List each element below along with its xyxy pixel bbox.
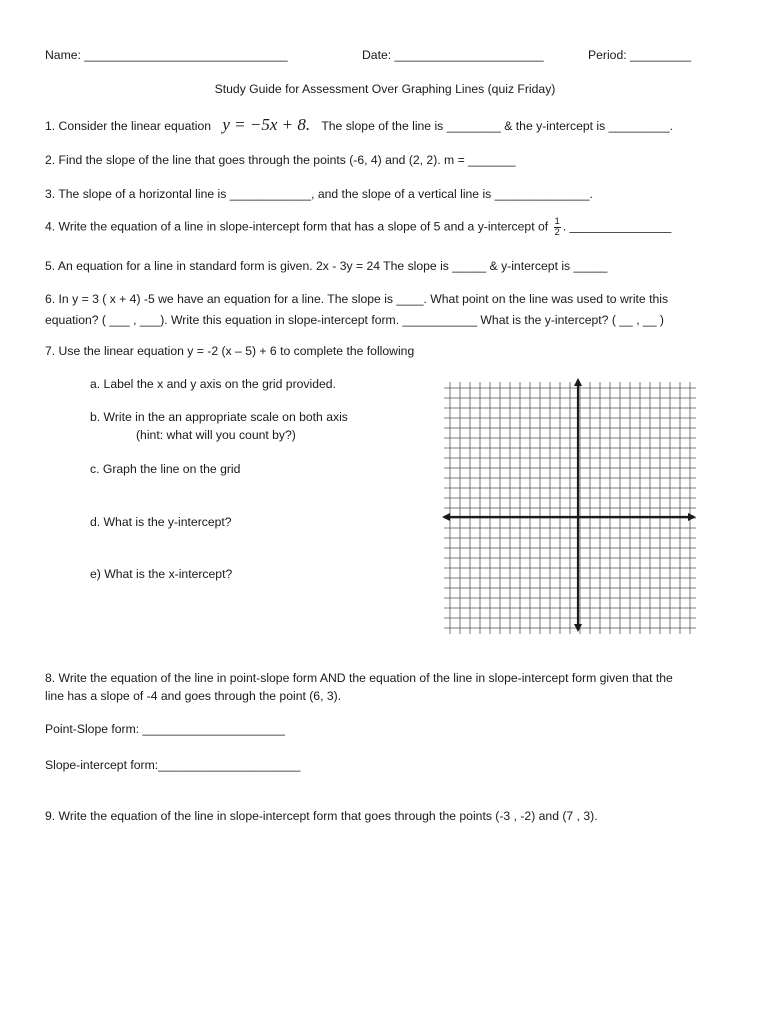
q4-suffix: . _______________	[562, 219, 672, 234]
date-field: Date: ______________________	[362, 48, 544, 62]
q1-equation: y = −5x + 8.	[222, 115, 311, 134]
q1-suffix: The slope of the line is ________ & the y-intercept is _________.	[321, 119, 673, 133]
q7-part-d: d. What is the y-intercept?	[90, 515, 232, 529]
q7-part-c: c. Graph the line on the grid	[90, 462, 241, 476]
x-axis-arrow-left	[442, 513, 450, 521]
page-title: Study Guide for Assessment Over Graphing Lines (quiz Friday)	[214, 82, 556, 96]
name-field: Name: ______________________________	[45, 48, 288, 62]
question-1	[45, 115, 673, 135]
slope-intercept-form-answer: Slope-intercept form:_____________________	[45, 758, 301, 772]
q4-text: 4. Write the equation of a line in slope-intercept form that has a slope of 5 and a y-intercept of	[45, 219, 549, 234]
q1-prefix: 1. Consider the linear equation	[45, 119, 211, 133]
x-axis-arrow-right	[688, 513, 696, 521]
question-5: 5. An equation for a line in standard form is given. 2x - 3y = 24 The slope is _____ & y-intercept is _____	[45, 259, 608, 273]
q7-part-b: b. Write in the an appropriate scale on both axis	[90, 410, 348, 424]
question-9: 9. Write the equation of the line in slope-intercept form that goes through the points (-3 , -2) and (7 , 3).	[45, 809, 598, 823]
question-8-line-2: line has a slope of -4 and goes through the point (6, 3).	[45, 689, 342, 703]
q7-part-e: e) What is the x-intercept?	[90, 567, 233, 581]
q7-part-a: a. Label the x and y axis on the grid provided.	[90, 377, 336, 391]
y-axis-arrow-up	[574, 378, 582, 386]
question-8-line-1: 8. Write the equation of the line in point-slope form AND the equation of the line in slope-intercept form given that the	[45, 671, 673, 685]
question-6-line-2: equation? ( ___ , ___). Write this equation in slope-intercept form. ___________ What is the y-intercept? ( __ , __ )	[45, 313, 664, 327]
period-field: Period: _________	[588, 48, 692, 62]
fraction-numerator: 1	[554, 216, 560, 227]
question-2: 2. Find the slope of the line that goes through the points (-6, 4) and (2, 2). m = _______	[45, 153, 516, 167]
one-half-fraction	[554, 217, 561, 238]
fraction-denominator: 2	[554, 227, 560, 238]
question-7-intro: 7. Use the linear equation y = -2 (x – 5) + 6 to complete the following	[45, 344, 415, 358]
point-slope-form-answer: Point-Slope form: _____________________	[45, 722, 285, 736]
question-3: 3. The slope of a horizontal line is ____________, and the slope of a vertical line is ______________.	[45, 187, 593, 201]
coordinate-grid	[440, 378, 700, 636]
question-6-line-1: 6. In y = 3 ( x + 4) -5 we have an equation for a line. The slope is ____. What point on the line was used to write this	[45, 292, 669, 306]
q7-part-b-hint: (hint: what will you count by?)	[136, 428, 296, 442]
question-4	[45, 217, 671, 238]
